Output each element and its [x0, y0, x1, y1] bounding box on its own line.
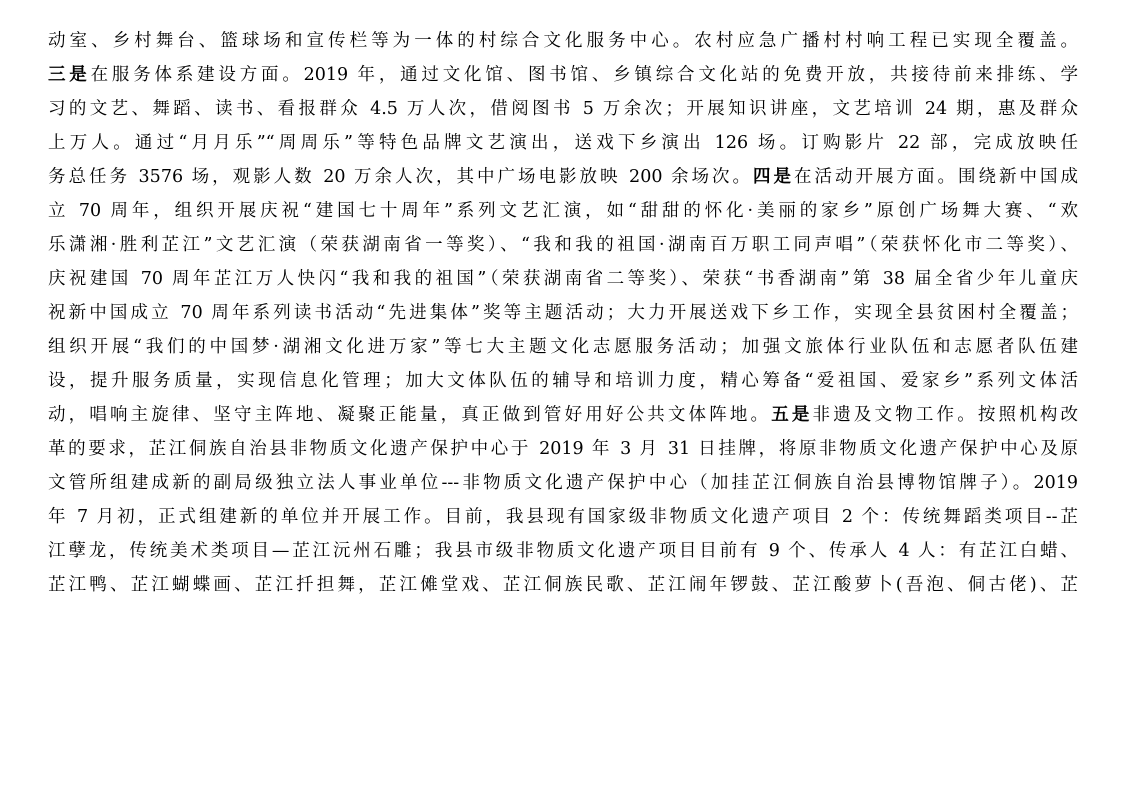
- text-line: [48, 333, 1078, 361]
- text-run: 庆祝建国 70 周年芷江万人快闪“我和我的祖国”（荣获湖南省二等奖）、荣获“书香湖南”第 38 届全省少年儿童庆: [48, 269, 1078, 289]
- text-run: 设，提升服务质量，实现信息化管理；加大文体队伍的辅导和培训力度，精心筹备“爱祖国、爱家乡”系列文体活: [48, 371, 1078, 391]
- text-run: 动，唱响主旋律、坚守主阵地、凝聚正能量，真正做到管好用好公共文体阵地。: [48, 405, 772, 425]
- text-run: 动室、乡村舞台、篮球场和宣传栏等为一体的村综合文化服务中心。农村应急广播村村响工程已实现全覆盖。: [48, 31, 1078, 51]
- text-line: [48, 537, 1078, 565]
- text-run: 江孽龙，传统美术类项目—芷江沅州石雕；我县市级非物质文化遗产项目目前有 9 个、传承人 4 人：有芷江白蜡、: [48, 541, 1078, 561]
- text-run: 在服务体系建设方面。2019 年，通过文化馆、图书馆、乡镇综合文化站的免费开放，共接待前来排练、学: [90, 65, 1078, 85]
- text-run: 年 7 月初，正式组建新的单位并开展工作。目前，我县现有国家级非物质文化遗产项目 2 个：传统舞蹈类项目--芷: [48, 507, 1078, 527]
- text-line: [48, 401, 1078, 429]
- text-run: 芷江鸭、芷江蝴蝶画、芷江扦担舞，芷江傩堂戏、芷江侗族民歌、芷江闹年锣鼓、芷江酸萝卜(吾泡、侗古佬)、芷: [48, 575, 1078, 595]
- text-line: [48, 503, 1078, 531]
- text-run: 组织开展“我们的中国梦·湖湘文化进万家”等七大主题文化志愿服务活动；加强文旅体行业队伍和志愿者队伍建: [48, 337, 1078, 357]
- section-marker: 五是: [771, 405, 813, 425]
- text-run: 祝新中国成立 70 周年系列读书活动“先进集体”奖等主题活动；大力开展送戏下乡工作，实现全县贫困村全覆盖；: [48, 303, 1078, 323]
- text-line: [48, 265, 1078, 293]
- text-run: 非遗及文物工作。按照机构改: [812, 405, 1078, 425]
- section-marker: 四是: [753, 167, 795, 187]
- text-line: [48, 231, 1078, 259]
- text-line: [48, 163, 1078, 191]
- text-line: [48, 129, 1078, 157]
- text-line: [48, 435, 1078, 463]
- text-run: 文管所组建成新的副局级独立法人事业单位---非物质文化遗产保护中心（加挂芷江侗族自治县博物馆牌子）。2019: [48, 473, 1078, 493]
- text-run: 立 70 周年，组织开展庆祝“建国七十周年”系列文艺汇演，如“甜甜的怀化·美丽的家乡”原创广场舞大赛、“欢: [48, 201, 1078, 221]
- text-line: [48, 299, 1078, 327]
- text-line: [48, 197, 1078, 225]
- text-run: 革的要求，芷江侗族自治县非物质文化遗产保护中心于 2019 年 3 月 31 日挂牌，将原非物质文化遗产保护中心及原: [48, 439, 1078, 459]
- text-run: 乐潇湘·胜利芷江”文艺汇演（荣获湖南省一等奖）、“我和我的祖国·湖南百万职工同声唱”（荣获怀化市二等奖）、: [48, 235, 1078, 255]
- text-run: 习的文艺、舞蹈、读书、看报群众 4.5 万人次，借阅图书 5 万余次；开展知识讲座，文艺培训 24 期，惠及群众: [48, 99, 1078, 119]
- text-line: [48, 27, 1078, 55]
- text-line: [48, 61, 1078, 89]
- text-line: [48, 95, 1078, 123]
- text-line: [48, 571, 1078, 599]
- text-line: [48, 367, 1078, 395]
- text-run: 上万人。通过“月月乐”“周周乐”等特色品牌文艺演出，送戏下乡演出 126 场。订购影片 22 部，完成放映任: [48, 133, 1078, 153]
- text-run: 在活动开展方面。围绕新中国成: [794, 167, 1078, 187]
- text-run: 务总任务 3576 场，观影人数 20 万余人次，其中广场电影放映 200 余场次。: [48, 167, 754, 187]
- text-line: [48, 469, 1078, 497]
- section-marker: 三是: [48, 65, 91, 85]
